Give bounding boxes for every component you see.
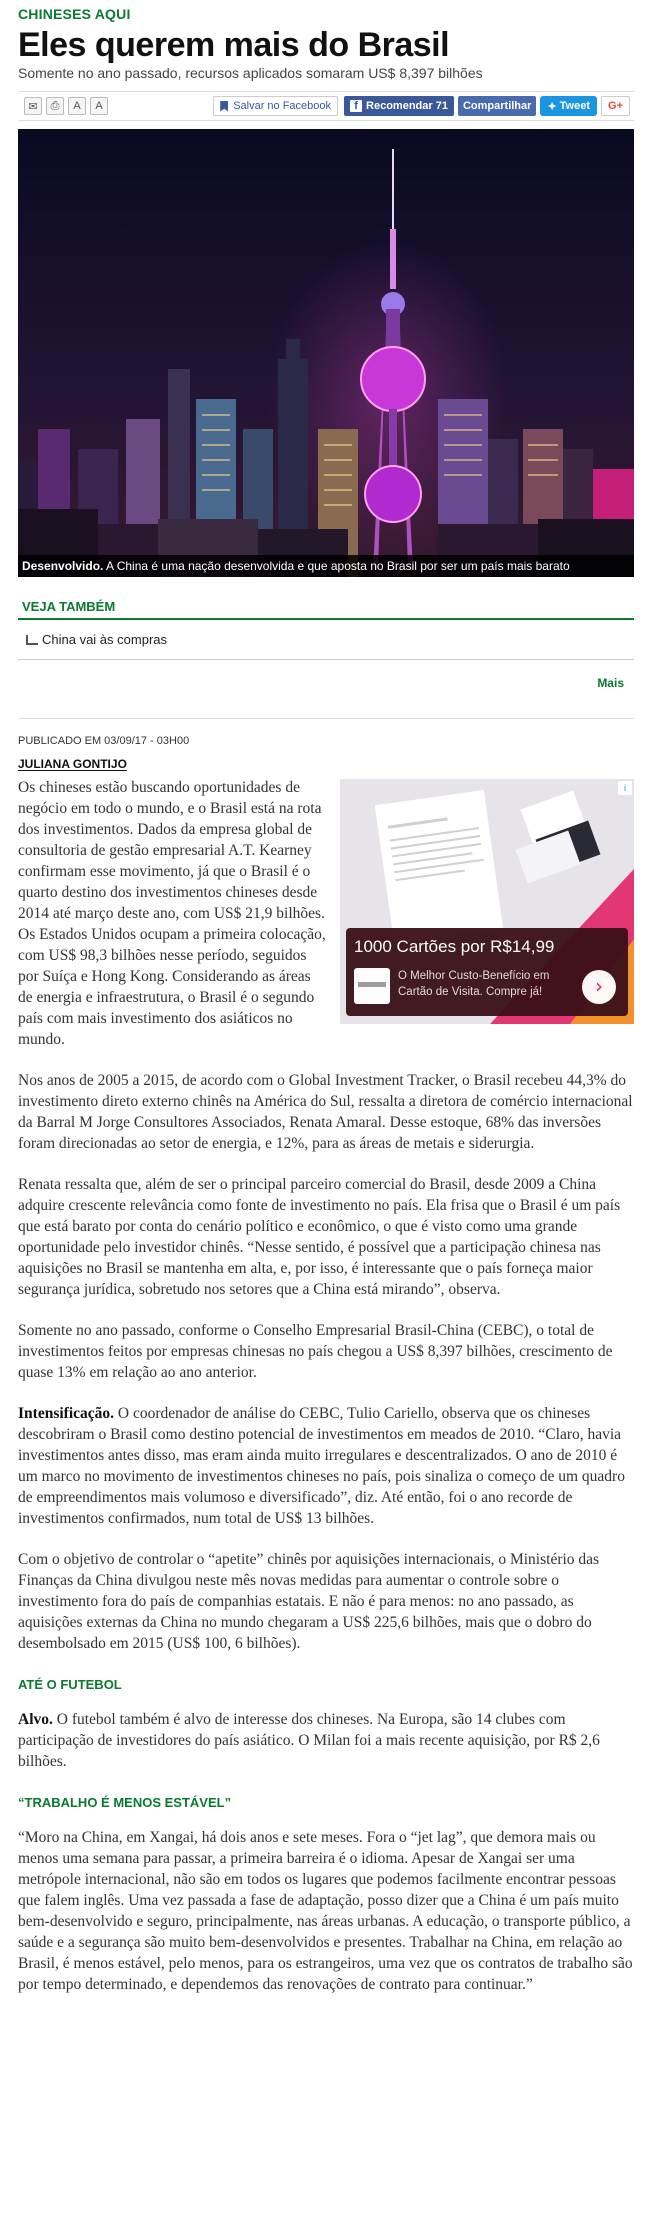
print-icon[interactable]: ⎙ <box>46 97 64 115</box>
paragraph: Nos anos de 2005 a 2015, de acordo com o Global Investment Tracker, o Brasil recebeu 44,3% do investimento direto externo chinês na América do Sul, ressalta a diretora de comércio internacional da Barral M Jorge Consultores Associados, Renata Amaral. Desse estoque, 68% das inversões foram direcionadas ao setor de energia, e 12%, para as áreas de metais e siderurgia. <box>18 1072 633 1152</box>
article-subhead: Somente no ano passado, recursos aplicados somaram US$ 8,397 bilhões <box>18 65 483 81</box>
facebook-icon: f <box>350 100 362 112</box>
ad-panel <box>346 928 628 1016</box>
publish-date: PUBLICADO EM 03/09/17 - 03H00 <box>18 718 634 747</box>
ad-info-icon[interactable]: i <box>618 781 632 795</box>
tweet-button[interactable] <box>540 96 597 116</box>
article-kicker: CHINESES AQUI <box>18 6 131 22</box>
see-more-row <box>18 659 634 692</box>
save-facebook-label: Salvar no Facebook <box>233 100 332 112</box>
chevron-right-icon[interactable]: › <box>582 970 616 1004</box>
font-decrease-button[interactable]: A <box>68 97 86 115</box>
paragraph-text: O futebol também é alvo de interesse dos chineses. Na Europa, são 14 clubes com participação de investidores do país asiático. O Milan foi a mais recente aquisição, por R$ 2,6 bilhões. <box>18 1711 600 1770</box>
font-increase-button[interactable]: A <box>90 97 108 115</box>
section-heading: “TRABALHO É MENOS ESTÁVEL” <box>18 1795 232 1810</box>
article-toolbar <box>18 91 634 121</box>
author-name[interactable]: JULIANA GONTIJO <box>18 757 127 771</box>
see-also-title: VEJA TAMBÉM <box>18 599 634 620</box>
paragraph: Renata ressalta que, além de ser o principal parceiro comercial do Brasil, desde 2009 a China adquire crescente relevância como fonte de investimento no país. Ela frisa que o Brasil é um país que está barato por conta do cenário político e econômico, o que é visto como uma grande oportunidade pelo investidor chinês. “Nesse sentido, é possível que a participação chinesa nas aquisições no Brasil se mantenha em alta, e, por isso, é interessante que o país forneça maior segurança jurídica, sobretudo nos setores que a China está mirando”, observa. <box>18 1176 621 1298</box>
see-more-link[interactable]: Mais <box>597 676 624 690</box>
tweet-label: Tweet <box>559 100 591 112</box>
facebook-recommend-button[interactable] <box>344 96 454 116</box>
recommend-label: Recomendar 71 <box>366 100 448 112</box>
caption-text: A China é uma nação desenvolvida e que aposta no Brasil por ser um país mais barato <box>103 559 570 573</box>
advertisement[interactable] <box>340 779 634 1024</box>
article-photo <box>18 129 634 577</box>
paragraph: “Moro na China, em Xangai, há dois anos e sete meses. Fora o “jet lag”, que demora mais ou menos uma semana para passar, a primeira barreira é o idioma. Apesar de Xangai ser uma metrópole internacional, não são em todos os lugares que podemos facilmente encontrar pessoas que falem inglês. Uma vez passada a fase de adaptação, posso dizer que a China é um país muito bem-desenvolvido e seguro, principalmente, nas áreas urbanas. A educação, o transporte público, a saúde e a segurança são muito bem-desenvolvidos e presentes. Trabalhar na China, em relação ao Brasil, é menos estável, pelo menos, para os estrangeiros, uma vez que os contratos de trabalho são por tempo determinado, e dependemos das renovações de contrato para continuar.” <box>18 1829 633 1993</box>
paragraph-lead: Intensificação. <box>18 1405 115 1422</box>
bookmark-icon <box>220 101 228 112</box>
paragraph-text: O coordenador de análise do CEBC, Tulio Cariello, observa que os chineses descobriram o Brasil como destino potencial de investimentos em meados de 2010. “Claro, havia investimentos antes disso, mas eram ainda muito irregulares e descentralizados. O ano de 2010 é um marco no movimento de investimentos chineses no país, pois sinaliza o começo de um quadro de empreendimentos mais volumoso e diversificado”, diz. Até então, foi o ano recorde de investimentos confirmados, num total de US$ 13 bilhões. <box>18 1405 625 1527</box>
paragraph <box>18 1709 634 1772</box>
see-also-box <box>18 599 634 692</box>
paragraph <box>18 1403 634 1529</box>
facebook-share-button[interactable]: Compartilhar <box>458 96 536 116</box>
paragraph: Os chineses estão buscando oportunidades de negócio em todo o mundo, e o Brasil está na rota dos investimentos. Dados da empresa global de consultoria de gestão empresarial A.T. Kearney confirmam esse movimento, já que o Brasil é o quarto destino dos investimentos chineses desde 2014 até março deste ano, com US$ 21,9 bilhões. Os Estados Unidos ocupam a primeira colocação, com US$ 98,3 bilhões nesse período, seguidos por Suíça e Hong Kong. Considerando as áreas de energia e infraestrutura, o Brasil é o segundo país com mais investimento dos asiáticos no mundo. <box>18 779 326 1048</box>
ad-description: O Melhor Custo-Benefício em Cartão de Visita. Compre já! <box>398 970 550 998</box>
ad-title: 1000 Cartões por R$14,99 <box>354 937 555 956</box>
email-icon[interactable]: ✉ <box>24 97 42 115</box>
see-also-link-label: China vai às compras <box>42 632 167 647</box>
paragraph: Com o objetivo de controlar o “apetite” chinês por aquisições internacionais, o Ministério das Finanças da China divulgou neste mês novas medidas para aumentar o controle sobre o investimento fora do país de companhias estatais. E não é para menos: no ano passado, as aquisições externas da China no mundo chegaram a US$ 225,6 bilhões, mais que o dobro do desembolsado em 2015 (US$ 100, 6 bilhões). <box>18 1551 600 1652</box>
chart-icon <box>26 635 38 645</box>
section-heading: ATÉ O FUTEBOL <box>18 1677 122 1692</box>
ad-logo <box>354 968 390 1004</box>
google-plus-button[interactable]: G+ <box>601 96 630 116</box>
see-also-link[interactable] <box>18 620 634 659</box>
paragraph-lead: Alvo. <box>18 1711 53 1728</box>
photo-caption <box>18 555 634 577</box>
article-container <box>18 0 634 2015</box>
article-body <box>18 777 634 1995</box>
twitter-icon: ✦ <box>547 100 557 113</box>
caption-lead: Desenvolvido. <box>22 559 104 573</box>
article-headline: Eles querem mais do Brasil <box>18 26 450 64</box>
paragraph: Somente no ano passado, conforme o Conselho Empresarial Brasil-China (CEBC), o total de investimentos feitos por empresas chinesas no país chegou a US$ 8,397 bilhões, crescimento de quase 13% em relação ao ano anterior. <box>18 1322 613 1381</box>
shanghai-skyline-illustration <box>18 129 634 577</box>
save-facebook-button[interactable] <box>213 96 338 116</box>
